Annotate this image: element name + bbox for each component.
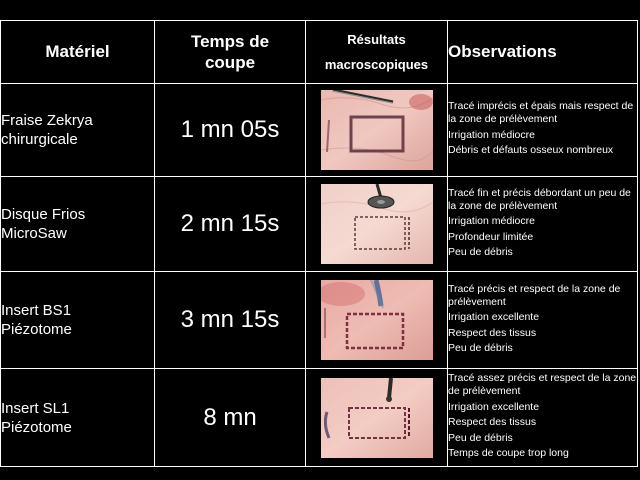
observation-line: Tracé fin et précis débordant un peu de la zone de prélèvement — [448, 186, 631, 212]
materiel-line1: Insert SL1 — [1, 399, 70, 417]
materiel-line1: Fraise Zekrya — [1, 112, 93, 129]
photo-cell — [306, 369, 448, 467]
table-row — [1, 84, 638, 177]
observation-line: Respect des tissus — [448, 326, 537, 339]
materiel-cell — [1, 177, 155, 272]
tissue-sample-photo-icon — [321, 90, 433, 170]
observation-line: Irrigation médiocre — [448, 215, 535, 227]
materiel-line1: Disque Frios — [1, 206, 86, 223]
photo-cell — [306, 84, 448, 177]
observation-line: Profondeur limitée — [448, 230, 534, 243]
observation-line: Débris et défauts osseux nombreux — [448, 144, 614, 157]
materiel-line2: Piézotome — [1, 418, 72, 436]
observations-cell — [448, 177, 638, 272]
table-row — [1, 272, 638, 369]
observation-line: Respect des tissus — [448, 416, 537, 429]
temps-cell: 2 mn 15s — [155, 177, 306, 272]
observation-line: Tracé précis et respect de la zone de prélèvement — [448, 282, 621, 308]
temps-cell: 3 mn 15s — [155, 272, 306, 369]
table-row — [1, 177, 638, 272]
observation-line: Irrigation médiocre — [448, 128, 535, 141]
header-materiel: Matériel — [1, 21, 155, 84]
tissue-sample-photo-icon — [321, 280, 433, 360]
observation-line: Tracé imprécis et épais mais respect de la zone de prélèvement — [448, 100, 634, 126]
materiel-line1: Insert BS1 — [1, 302, 72, 319]
observation-line: Peu de débris — [448, 342, 513, 354]
comparison-table — [0, 20, 638, 467]
photo-cell — [306, 272, 448, 369]
header-observations: Observations — [448, 21, 638, 84]
observations-cell — [448, 84, 638, 177]
tissue-sample-photo-icon — [321, 378, 433, 458]
tissue-sample-photo-icon — [321, 184, 433, 264]
observations-cell — [448, 272, 638, 369]
header-resultats-line1: Résultats — [347, 32, 406, 47]
temps-cell: 1 mn 05s — [155, 84, 306, 177]
observation-line: Irrigation excellente — [448, 311, 540, 323]
header-temps-line1: Temps de — [190, 32, 270, 51]
header-row — [1, 21, 638, 84]
materiel-cell — [1, 272, 155, 369]
table-row — [1, 369, 638, 467]
photo-cell — [306, 177, 448, 272]
observation-line: Temps de coupe trop long — [448, 447, 569, 460]
header-temps — [155, 21, 306, 84]
observation-line: Irrigation excellente — [448, 400, 540, 413]
observation-line: Tracé assez précis et respect de la zone de prélèvement — [448, 372, 637, 398]
header-resultats-line2: macroscopiques — [324, 57, 429, 72]
materiel-cell — [1, 84, 155, 177]
observation-line: Peu de débris — [448, 431, 513, 444]
observations-cell — [448, 369, 638, 467]
temps-cell: 8 mn — [155, 369, 306, 467]
observation-line: Peu de débris — [448, 246, 513, 258]
header-resultats — [306, 21, 448, 84]
materiel-line2: Piézotome — [1, 321, 72, 338]
materiel-line2: MicroSaw — [1, 225, 67, 242]
materiel-line2: chirurgicale — [1, 131, 78, 148]
header-temps-line2: coupe — [204, 53, 256, 72]
materiel-cell — [1, 369, 155, 467]
